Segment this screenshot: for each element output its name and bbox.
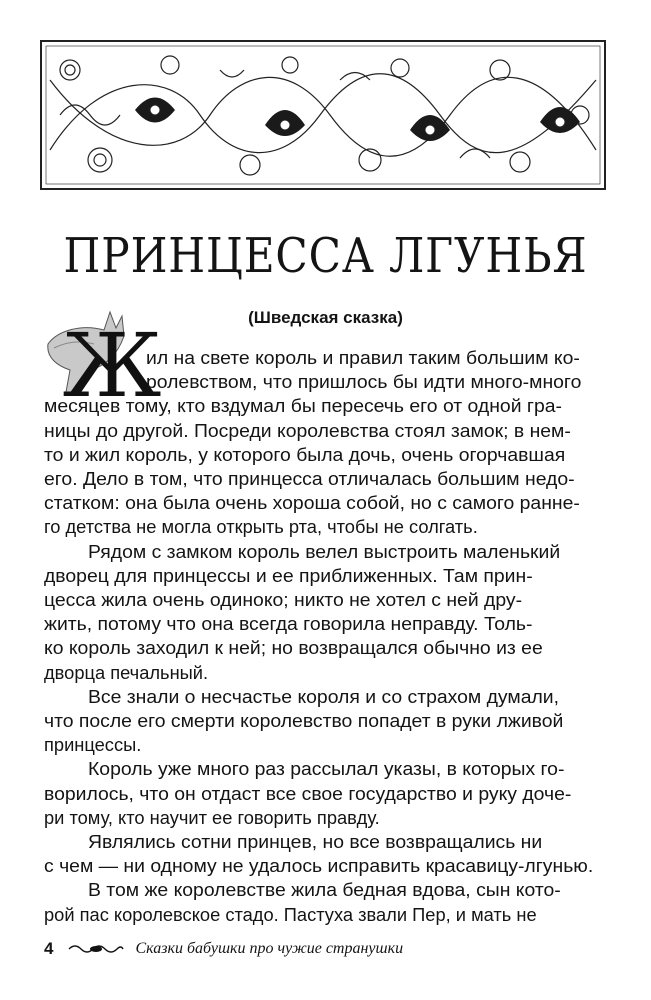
text-line: го детства не могла открыть рта, чтобы не солгать.	[44, 516, 478, 538]
text-line: месяцев тому, кто вздумал бы пересечь его от одной гра-	[44, 395, 562, 417]
text-line: рой пас королевское стадо. Пастуха звали Пер, и мать не	[44, 903, 537, 925]
text-line: Все знали о несчастье короля и со страхом думали,	[88, 685, 560, 707]
text-line: ко король заходил к ней; но возвращался обычно из ее	[44, 637, 543, 659]
text-line: статком: она была очень хороша собой, но с самого ранне-	[44, 492, 580, 514]
page-number: 4	[44, 939, 54, 958]
text-line: ролевством, что пришлось бы идти много-много	[146, 371, 582, 393]
text-line: ницы до другой. Посреди королевства стоял замок; в нем-	[44, 419, 571, 441]
text-line: принцессы.	[44, 734, 142, 756]
text-line: В том же королевстве жила бедная вдова, сын кото-	[88, 879, 561, 901]
text-line: что после его смерти королевство попадет в руки лживой	[44, 710, 564, 731]
text-line: цесса жила очень одиноко; никто не хотел с ней дру-	[44, 589, 523, 610]
scroll-ornament-icon	[67, 942, 125, 956]
running-title: Сказки бабушки про чужие странушки	[135, 940, 404, 957]
text-line: Рядом с замком король велел выстроить маленький	[88, 540, 561, 562]
text-line: жить, потому что она всегда говорила неправду. Толь-	[44, 613, 533, 635]
subtitle: (Шведская сказка)	[248, 308, 403, 327]
floral-ornament-banner-icon	[40, 40, 606, 190]
text-line: ил на свете король и правил таким большим ко-	[146, 347, 580, 368]
text-line: дворца печальный.	[44, 661, 209, 683]
text-line: с чем — ни одному не удалось исправить красавицу-лгунью.	[44, 855, 594, 877]
page-footer	[44, 938, 403, 960]
page-title: ПРИНЦЕССА ЛГУНЬЯ	[63, 228, 588, 284]
text-line: Король уже много раз рассылал указы, в которых го-	[88, 758, 565, 780]
text-line: ри тому, кто научит ее говорить правду.	[44, 806, 380, 828]
text-line: его. Дело в том, что принцесса отличалась большим недо-	[44, 468, 575, 489]
text-line: дворец для принцессы и ее приближенных. Там прин-	[44, 564, 533, 586]
text-line: ворилось, что он отдаст все свое государство и руку доче-	[44, 782, 572, 804]
drop-cap-letter: Ж	[62, 314, 162, 417]
text-line: то и жил король, у которого была дочь, очень огорчавшая	[44, 443, 566, 465]
drop-cap	[44, 308, 162, 417]
text-line: Являлись сотни принцев, но все возвращались ни	[88, 831, 543, 852]
